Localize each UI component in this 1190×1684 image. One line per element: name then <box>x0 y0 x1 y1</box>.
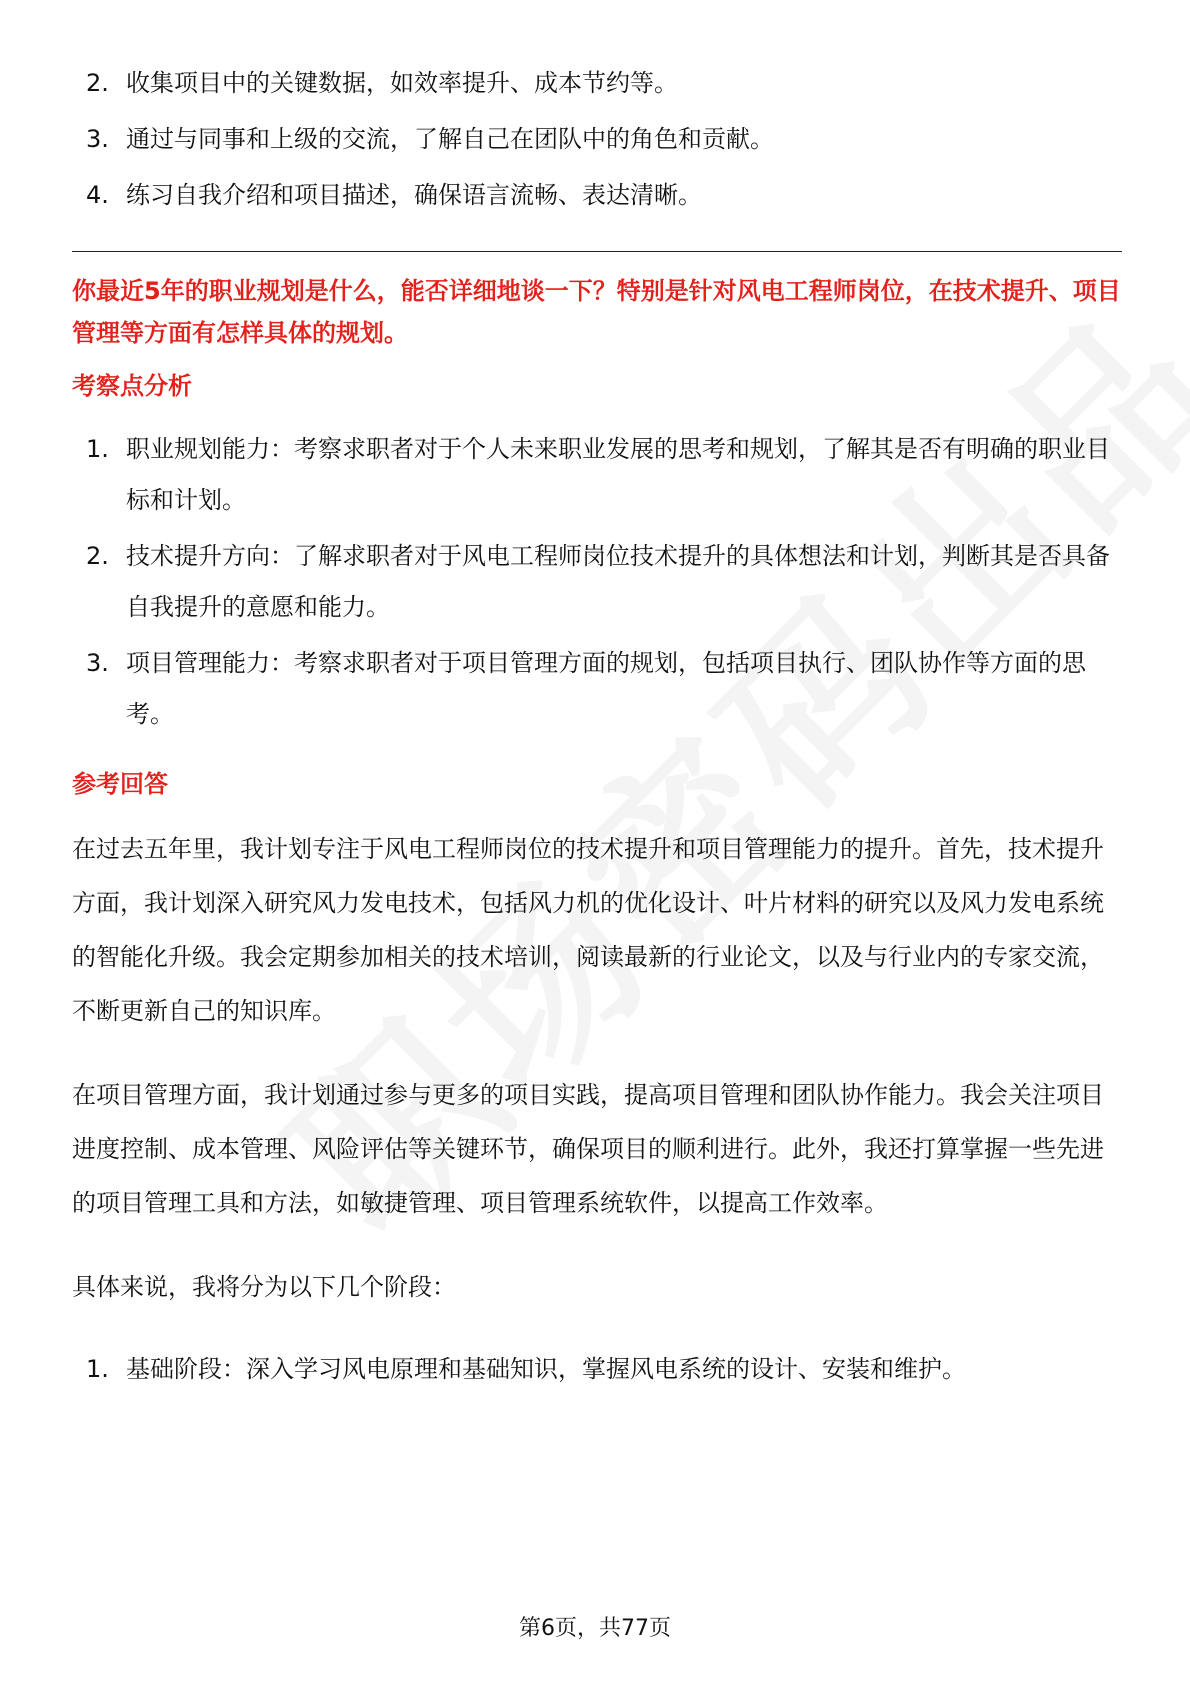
analysis-heading: 考察点分析 <box>72 372 192 400</box>
list-item-text: 职业规划能力：考察求职者对于个人未来职业发展的思考和规划，了解其是否有明确的职业目标和计划。 <box>126 435 1110 514</box>
list-item <box>72 531 1122 633</box>
list-item-number: 2. <box>86 69 109 97</box>
page-number: 第6页，共77页 <box>519 1616 671 1641</box>
prep-steps-list <box>72 58 1122 221</box>
list-item-text: 技术提升方向：了解求职者对于风电工程师岗位技术提升的具体想法和计划，判断其是否具备自我提升的意愿和能力。 <box>126 542 1110 621</box>
list-item-number: 3. <box>86 125 109 153</box>
answer-paragraph: 在项目管理方面，我计划通过参与更多的项目实践，提高项目管理和团队协作能力。我会关注项目进度控制、成本管理、风险评估等关键环节，确保项目的顺利进行。此外，我还打算掌握一些先进的项目管理工具和方法，如敏捷管理、项目管理系统软件，以提高工作效率。 <box>72 1081 1104 1217</box>
stages-list <box>72 1344 1122 1395</box>
answer-paragraph: 具体来说，我将分为以下几个阶段： <box>72 1273 456 1301</box>
list-item <box>72 424 1122 526</box>
list-item-text: 项目管理能力：考察求职者对于项目管理方面的规划，包括项目执行、团队协作等方面的思考。 <box>126 649 1086 728</box>
list-item <box>72 1344 1122 1395</box>
list-item-number: 1. <box>86 435 109 463</box>
list-item-text: 练习自我介绍和项目描述，确保语言流畅、表达清晰。 <box>126 181 702 209</box>
list-item-number: 1. <box>86 1355 109 1383</box>
list-item <box>72 638 1122 740</box>
answer-paragraph: 在过去五年里，我计划专注于风电工程师岗位的技术提升和项目管理能力的提升。首先，技术提升方面，我计划深入研究风力发电技术，包括风力机的优化设计、叶片材料的研究以及风力发电系统的智能化升级。我会定期参加相关的技术培训，阅读最新的行业论文，以及与行业内的专家交流，不断更新自己的知识库。 <box>72 835 1104 1025</box>
analysis-list <box>72 424 1122 740</box>
list-item-text: 通过与同事和上级的交流，了解自己在团队中的角色和贡献。 <box>126 125 774 153</box>
answer-heading: 参考回答 <box>72 770 168 798</box>
list-item <box>72 58 1122 109</box>
section-divider <box>72 251 1122 252</box>
interview-question: 你最近5年的职业规划是什么，能否详细地谈一下？特别是针对风电工程师岗位，在技术提升、项目管理等方面有怎样具体的规划。 <box>72 277 1121 347</box>
list-item-number: 2. <box>86 542 109 570</box>
page-content <box>72 58 1122 1400</box>
list-item-number: 4. <box>86 181 109 209</box>
list-item-text: 基础阶段：深入学习风电原理和基础知识，掌握风电系统的设计、安装和维护。 <box>126 1355 966 1383</box>
list-item-number: 3. <box>86 649 109 677</box>
list-item <box>72 114 1122 165</box>
list-item-text: 收集项目中的关键数据，如效率提升、成本节约等。 <box>126 69 678 97</box>
list-item <box>72 170 1122 221</box>
